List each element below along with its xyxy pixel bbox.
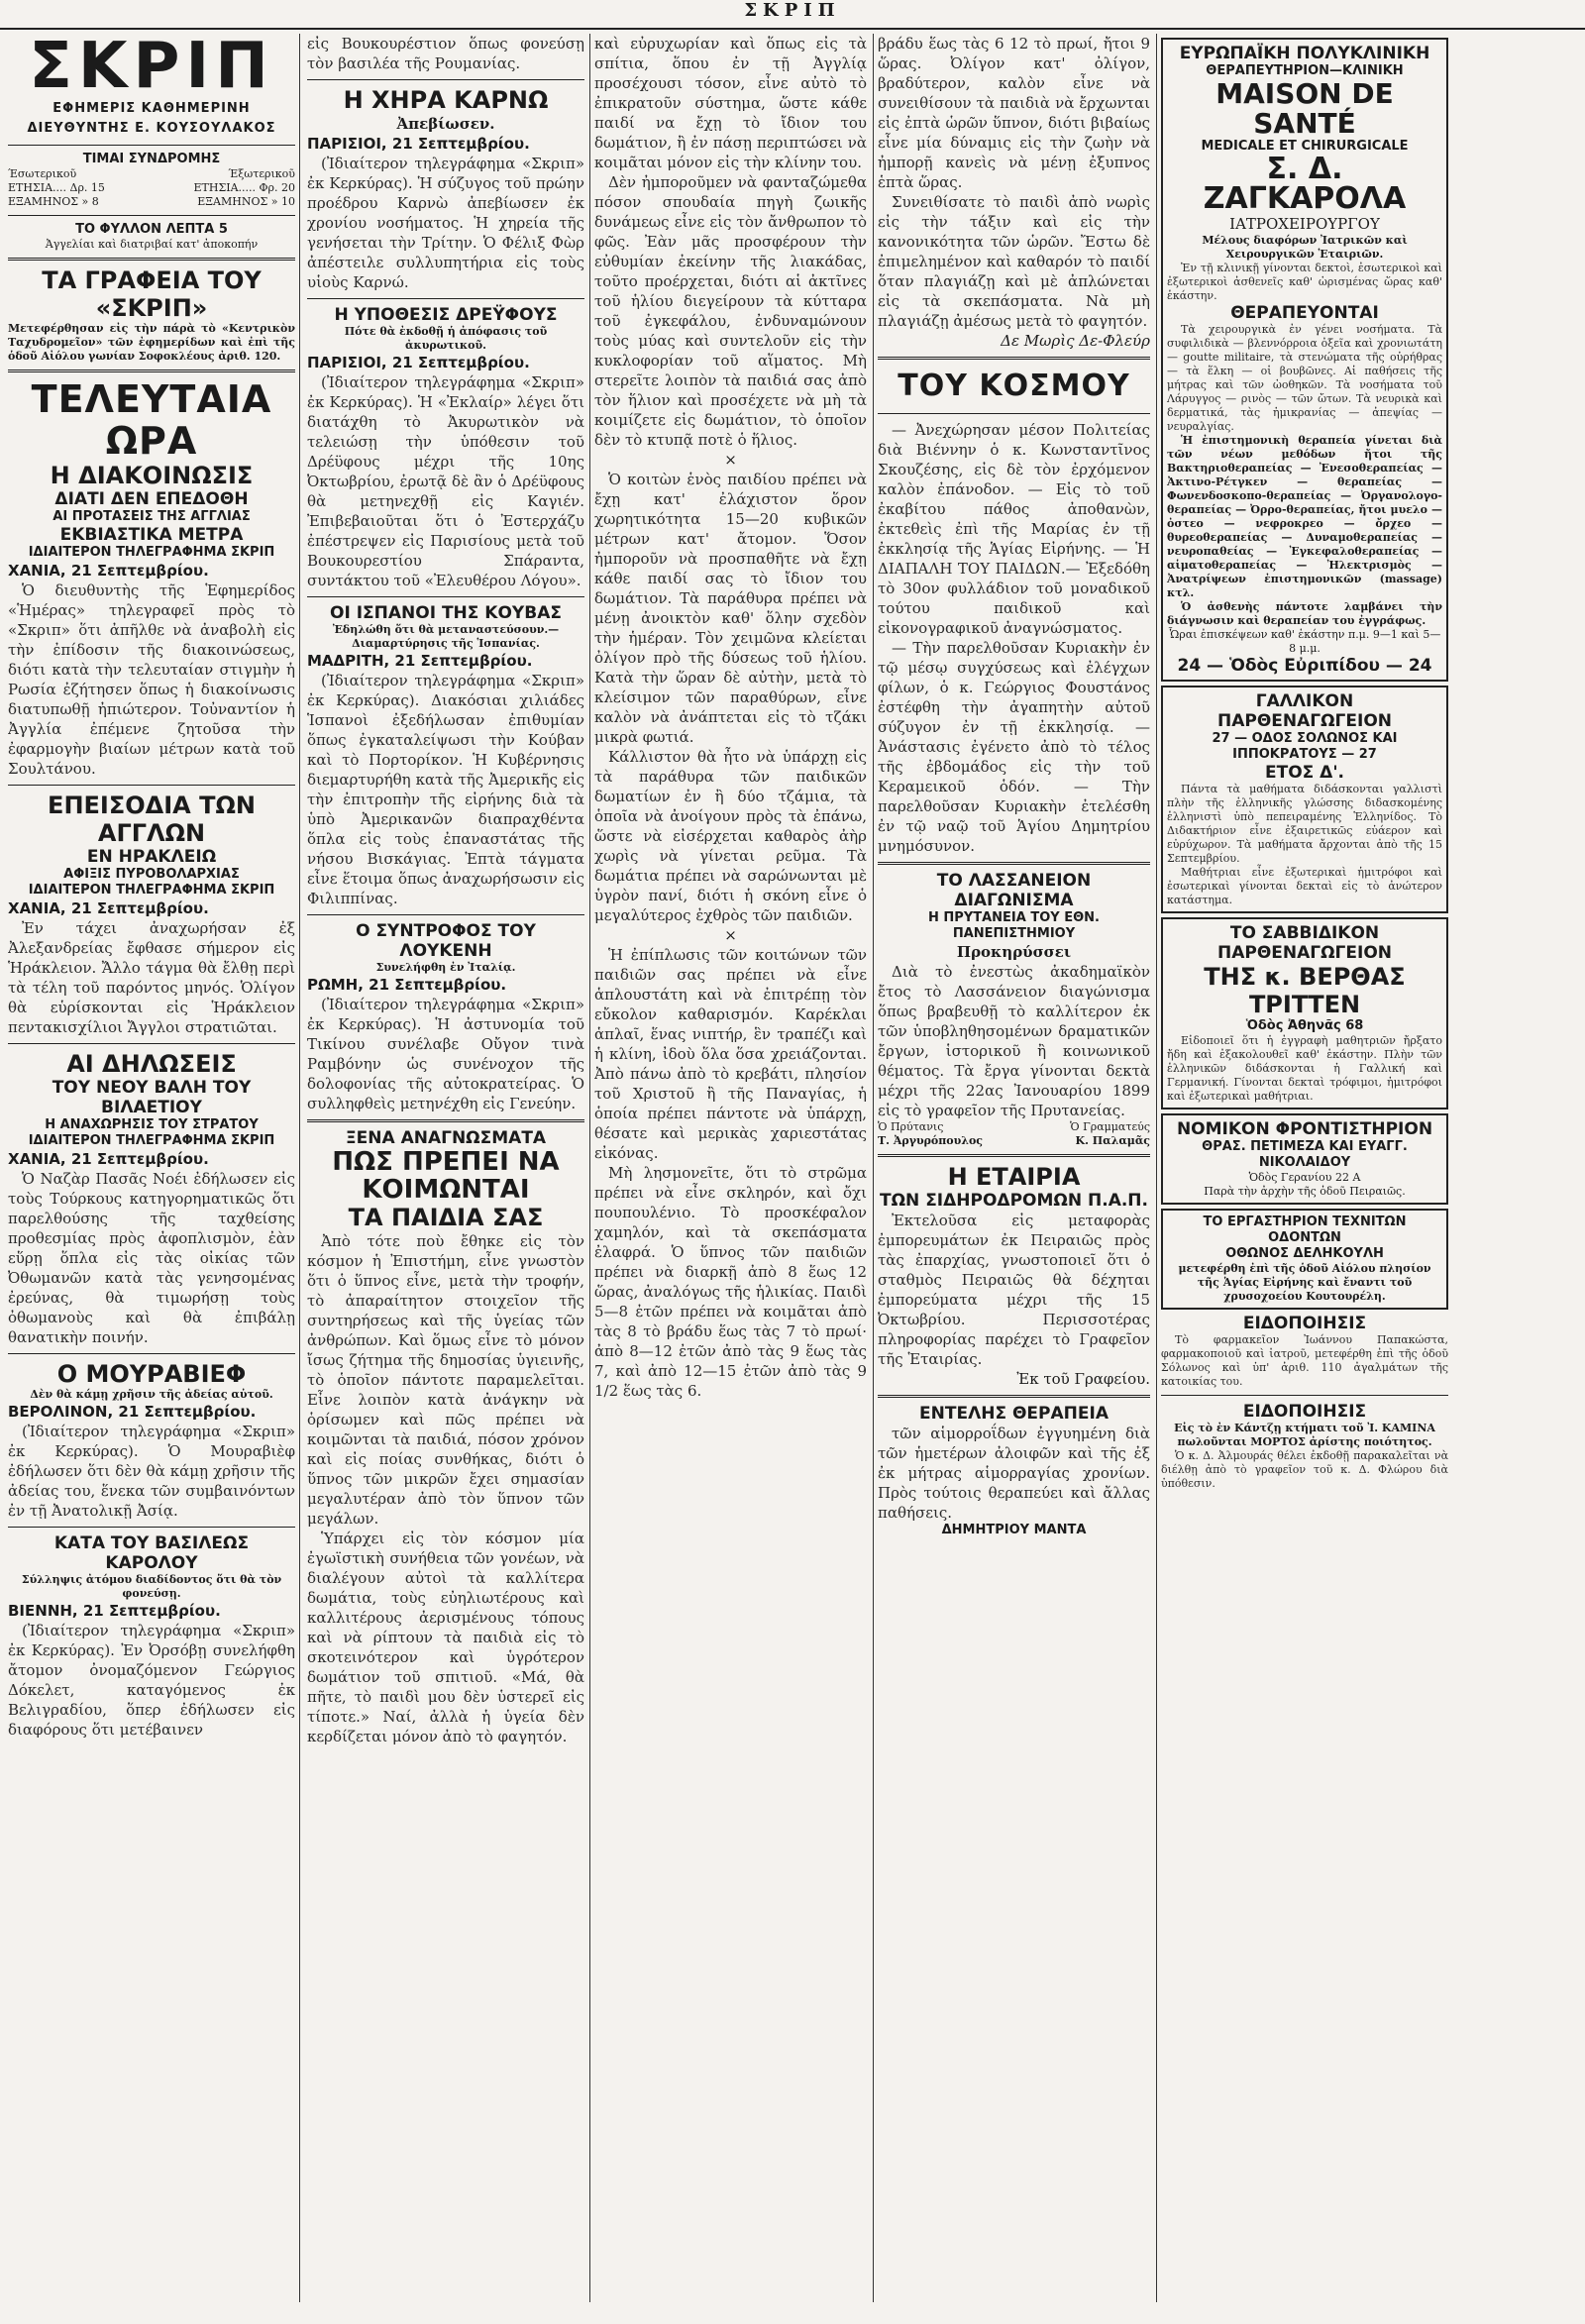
savvidis-subheading: ΤΗΣ κ. ΒΕΡΘΑΣ ΤΡΙΤΤΕΝ (1204, 963, 1406, 1018)
diak-heading: Η ΔΙΑΚΟΙΝΩΣΙΣ (50, 462, 254, 489)
dentists-heading: ΤΟ ΕΡΓΑΣΤΗΡΙΟΝ ΤΕΧΝΙΤΩΝ ΟΔΟΝΤΩΝ (1203, 1215, 1407, 1245)
notice-body: Εἰς τὸ ἐν Κάντζῃ κτήματι τοῦ Ἰ. ΚΑΜΙΝΑ πωλοῦνται ΜΟΡΤΟΣ ἀρίστης ποιότητος. (1174, 1422, 1435, 1448)
mouravieff-heading: Ο ΜΟΥΡΑΒΙΕΦ (56, 1360, 247, 1388)
ammunition-heading: ΑΦΙΞΙΣ ΠΥΡΟΒΟΛΑΡΧΙΑΣ (63, 867, 240, 882)
subscription-semi (8, 195, 295, 209)
railways-heading: ΤΩΝ ΣΙΔΗΡΟΔΡΟΜΩΝ Π.Α.Π. (880, 1191, 1148, 1211)
polyclinic-heading: ΕΥΡΩΠΑΪΚΗ ΠΟΛΥΚΛΙΝΙΚΗ (1179, 44, 1430, 63)
article-body: (Ἰδιαίτερον τηλεγράφημα «Σκριπ» ἐκ Κερκύρας). Ἐν Ὀρσόβῃ συνελήφθη ἄτομον ὀνομαζόμενον Γεώργιος Δόκελετ, καταγόμενος ἐκ Βελιγραδίου, ὅπερ ἐδήλωσεν εἰς διαφόρους ὅτι μετέβαινεν (8, 1622, 295, 1739)
law-address: Ὁδὸς Γερανίου 22 Α (1248, 1171, 1361, 1184)
article-body: Μὴ λησμονεῖτε, ὅτι τὸ στρῶμα πρέπει νὰ εἶνε σκληρόν, καὶ ὄχι πουπουλένιο. Τὸ προσκέφαλον χαμηλόν, καὶ τὰ σκεπάσματα ἐλαφρά. Ὁ ὕπνος τῶν παιδιῶν πρέπει νὰ διαρκῇ ἀπὸ 8 ἕως 12 ὥρας, ἀναλόγως τῆς ἡλικίας. Παιδὶ 5—8 ἐτῶν πρέπει νὰ κοιμᾶται ἀπὸ τὰς 8 τὸ βράδυ ἕως τὰς 7 τὸ πρωί· ἀπὸ 8—12 ἐτῶν ἀπὸ τὰς 9 ἕως τὰς 7, καὶ ἀπὸ 12—15 ἐτῶν ἀπὸ τὰς 9 1/2 ἕως τὰς 6. (594, 1164, 867, 1400)
law-note: Παρὰ τὴν ἀρχὴν τῆς ὁδοῦ Πειραιῶς. (1204, 1185, 1406, 1198)
masthead-director: ΔΙΕΥΘΥΝΤΗΣ Ε. ΚΟΥΣΟΥΛΑΚΟΣ (27, 121, 276, 136)
article-body: Ὁ κοιτὼν ἑνὸς παιδίου πρέπει νὰ ἔχῃ κατ' ἐλάχιστον ὅρον χωρητικότητα 15—20 κυβικῶν μέτρων κατ' ἄτομον. Ὅσον ἠμποροῦν νὰ προσπαθῆτε νὰ ἔχῃ κάθε παιδί σας τὸ ἴδιον του δωμάτιον. Τὰ παράθυρα πρέπει νὰ μένῃ ἀνοικτὸν καθ' ὅλην σχεδὸν τὴν ἡμέραν. Τὸν χειμῶνα κλείεται ὀλίγον πρὸ τῆς δύσεως τοῦ ἡλίου. Κατὰ τὴν ὥραν δὲ αὐτὴν, μετὰ τὸ κλείσιμον τῶν παραθύρων, εἶνε καλὸν νὰ ἀνάπτεται εἰς τὸ τζάκι μικρὰ φωτιά. (594, 471, 867, 746)
subscription-heading: ΤΙΜΑΙ ΣΥΝΔΡΟΜΗΣ (82, 152, 221, 166)
dateline: ΧΑΝΙΑ, 21 Σεπτεμβρίου. (8, 562, 209, 580)
army-heading: Η ΑΝΑΧΩΡΗΣΙΣ ΤΟΥ ΣΤΡΑΤΟΥ (45, 1117, 259, 1132)
doctor-title: ΙΑΤΡΟΧΕΙΡΟΥΡΓΟΥ (1229, 215, 1380, 233)
column-1 (8, 34, 295, 2302)
announces-label: Προκηρύσσει (956, 943, 1072, 961)
notice-heading: ΕΙΔΟΠΟΙΗΣΙΣ (1242, 1314, 1367, 1333)
polyclinic-subheading: ΘΕΡΑΠΕΥΤΗΡΙΟΝ—ΚΛΙΝΙΚΗ (1206, 63, 1404, 78)
notice-heading: ΕΙΔΟΠΟΙΗΣΙΣ (1242, 1402, 1367, 1422)
rector-label: Ὁ Πρύτανις (878, 1120, 944, 1133)
karolos-heading: ΚΑΤΑ ΤΟΥ ΒΑΣΙΛΕΩΣ ΚΑΡΟΛΟΥ (53, 1533, 250, 1573)
law-school-ad (1161, 1113, 1448, 1205)
article-body: Κάλλιστον θὰ ἦτο νὰ ὑπάρχῃ εἰς τὰ παράθυρα τῶν παιδικῶν δωματίων ἐν ἢ δύο τζάμια, τὰ ὁποῖα νὰ ἀνοίγουν πρὸς τὰ ἐπάνω, ὥστε νὰ εἰσέρχεται καθαρὸς ἀὴρ χωρὶς νὰ γίνεται ρεῦμα. Τὰ δωμάτια πρέπει νὰ σαρώνωνται μὲ ὑγρὸν πανί, διότι ἡ σκόνη εἶνε ὁ μεγαλύτερος ἐχθρὸς τῶν παιδιῶν. (594, 748, 867, 924)
article-body: βράδυ ἕως τὰς 6 12 τὸ πρωί, ἤτοι 9 ὥρας. Ὀλίγον κατ' ὀλίγον, βραδύτερον, καλὸν εἶνε νὰ συνειθίσουν τὰ παιδιὰ νὰ ἔρχωνται εἰς ἐπτὰ ὡρῶν ὕπνον, διότι βιβαίως εἶνε μία δύναμις εἰς τὴν ζωὴν νὰ ἠμπορῇ κανεὶς νὰ μένῃ ἐξυπνος ἑπτὰ ὥρας. (878, 35, 1150, 191)
section-mark: × (724, 451, 737, 469)
notice-body: Ὁ κ. Δ. Ἀλμουράς θέλει ἐκδοθῇ παρακαλεῖται νὰ διέλθῃ ἀπὸ τὸ γραφεῖον τοῦ κ. Δ. Φλώρου διὰ ὑπόθεσιν. (1161, 1449, 1448, 1490)
proposals-heading: ΑΙ ΠΡΟΤΑΣΕΙΣ ΤΗΣ ΑΓΓΛΙΑΣ (53, 509, 251, 524)
savvidis-address: Ὁδὸς Ἀθηνᾶς 68 (1245, 1018, 1364, 1033)
ad-body: Ὁ ἀσθενὴς πάντοτε λαμβάνει τὴν διάγνωσιν καὶ θεραπείαν του ἐγγράφως. (1167, 600, 1442, 627)
reading-heading: ΞΕΝΑ ΑΝΑΓΝΩΣΜΑΤΑ (345, 1128, 547, 1148)
signatories (878, 1120, 1150, 1134)
column-4 (878, 34, 1150, 2302)
measures-heading: ΕΚΒΙΑΣΤΙΚΑ ΜΕΤΡΑ (59, 525, 244, 545)
comrade-subheading: Συνελήφθη ἐν Ἰταλίᾳ. (375, 961, 516, 974)
offices-heading: ΤΑ ΓΡΑΦΕΙΑ ΤΟΥ «ΣΚΡΙΠ» (42, 266, 262, 322)
rector-name: Τ. Ἀργυρόπουλος (878, 1134, 984, 1147)
secretary-name: Κ. Παλαμᾶς (1075, 1134, 1150, 1147)
gallic-address: 27 — ΟΔΟΣ ΣΟΛΩΝΟΣ ΚΑΙ ΙΠΠΟΚΡΑΤΟΥΣ — 27 (1212, 731, 1398, 762)
price-line: ΤΟ ΦΥΛΛΟΝ ΛΕΠΤΑ 5 (75, 222, 228, 237)
therapy-doctor: ΔΗΜΗΤΡΙΟΥ ΜΑΝΤΑ (941, 1523, 1087, 1537)
article-body: Ὁ διευθυντὴς τῆς Ἑφημερίδος «Ἡμέρας» τηλεγραφεῖ πρὸς τὸ «Σκριπ» ὅτι ἀπῆλθε νὰ ἀναβολὴ εἰς τὴν ἐπίδοσιν τῆς διακοινώσεως, διότι κατὰ τὴν τελευταίαν στιγμὴν ἡ Ρωσία ἐζήτησεν ὅπως ἡ διακοίνωσις διατυπωθῇ ἠπιώτερον. Τοὐναντίον ἡ Ἀγγλία ἐπέμενε ζητοῦσα τὴν ἐφαρμογὴν βιαίων μέτρων κατὰ τοῦ Σουλτάνου. (8, 581, 295, 778)
column-rule (299, 34, 300, 2302)
dentists-ad (1161, 1209, 1448, 1310)
ad-body: Πάντα τὰ μαθήματα διδάσκονται γαλλιστὶ πλὴν τῆς ἑλληνικῆς γλώσσης διδασκομένης ἑλληνιστὶ ὑπὸ πεπειραμένης Ἑλληνίδος. Τὸ Διδακτήριον εἶνε ἐξαιρετικῶς εὐάερον καὶ εὐρύχωρον. Τὰ μαθήματα ἄρχονται ἀπὸ τῆς 15 Σεπτεμβρίου. (1167, 783, 1442, 865)
domestic-label: Έσωτερικοῦ (8, 167, 77, 180)
comrade-heading: Ο ΣΥΝΤΡΟΦΟΣ ΤΟΥ ΛΟΥΚΕΝΗ (356, 921, 536, 961)
dateline: ΒΙΕΝΝΗ, 21 Σεπτεμβρίου. (8, 1602, 221, 1620)
semi-domestic: ΕΞΑΜΗΝΟΣ » 8 (8, 195, 99, 208)
running-head: ΣΚΡΙΠ (0, 0, 1585, 30)
ads-line: Ἀγγελίαι καὶ διατριβαί κατ' ἀποκοπήν (45, 238, 259, 251)
savvidis-school-ad (1161, 917, 1448, 1109)
telegram-label: ΙΔΙΑΙΤΕΡΟΝ ΤΗΛΕΓΡΑΦΗΜΑ ΣΚΡΙΠ (28, 545, 275, 560)
office-signature: Ἐκ τοῦ Γραφείου. (1016, 1370, 1150, 1388)
article-signature: Δε Μωρὶς Δε-Φλεύρ (1001, 332, 1150, 350)
savvidis-heading: ΤΟ ΣΑΒΒΙΔΙΚΟΝ ΠΑΡΘΕΝΑΓΩΓΕΙΟΝ (1216, 923, 1393, 963)
law-heading: ΝΟΜΙΚΟΝ ΦΡΟΝΤΙΣΤΗΡΙΟΝ (1176, 1119, 1433, 1139)
new-mayor-heading: ΤΟΥ ΝΕΟΥ ΒΑΛΗ ΤΟΥ ΒΙΛΑΕΤΙΟΥ (52, 1078, 252, 1117)
article-body: Συνειθίσατε τὸ παιδὶ ἀπὸ νωρὶς εἰς τὴν τάξιν καὶ εἰς τὴν κανονικότητα τῶν ὡρῶν. Ἔστω δὲ ἐπιμελημένον καὶ καθαρόν τὸ παιδί ὅταν πλαγιάζῃ καὶ μὲ ἀπλώνεται εἰς τὰ σκεπάσματα. Νὰ μὴ πλαγιάζῃ ἀμέσως μετὰ τὸ φαγητόν. (878, 193, 1150, 330)
visiting-hours: Ὧραι ἐπισκέψεων καθ' ἑκάστην π.μ. 9—1 καὶ 5—8 μ.μ. (1168, 628, 1441, 655)
article-body: Ἐκτελοῦσα εἰς μεταφορὰς ἐμπορευμάτων ἐκ Πειραιῶς πρὸς τὰς ἐπαρχίας, γνωστοποιεῖ ὅτι ὁ σταθμὸς Πειραιῶς θὰ δέχηται ἐμπορεύματα μέχρι τῆς 15 Ὀκτωβρίου. Περισσοτέρας πληροφορίας παρέχει τὸ Γραφεῖον τῆς Ἑταιρίας. (878, 1212, 1150, 1368)
ad-body: Μαθήτριαι εἶνε ἐξωτερικαὶ ἡμιτρόφοι καὶ ἐσωτερικαὶ γίνονται δεκταὶ εἰς τὸ ἀνώτερον κατάστημα. (1167, 866, 1442, 906)
statements-heading: ΑΙ ΔΗΛΩΣΕΙΣ (66, 1050, 237, 1078)
telegram-label: ΙΔΙΑΙΤΕΡΟΝ ΤΗΛΕΓΡΑΦΗΜΑ ΣΚΡΙΠ (28, 1133, 275, 1148)
treated-heading: ΘΕΡΑΠΕΥΟΝΤΑΙ (1230, 303, 1379, 323)
article-body: Ἡ ἐπίπλωσις τῶν κοιτώνων τῶν παιδιῶν σας πρέπει νὰ εἶνε ἁπλουστάτη καὶ νὰ ἐπιτρέπῃ τὸν εὔκολον καθαρισμόν. Καρέκλαι ἁπλαῖ, ἕνας νιπτήρ, ἓν τραπέζι καὶ ἡ κλίνη, ἰδοὺ ὅλα ὅσα χρειάζονται. Ἀπὸ πάνω ἀπὸ τὸ κρεβάτι, πλησίον τοῦ Χριστοῦ ἢ τῆς Παναγίας, ἡ ὁποία πρέπει πάντοτε νὰ ὑπάρχῃ, θέσατε καὶ μερικὰς χαριεστάτας εἰκόνας. (594, 946, 867, 1162)
telegram-label: ΙΔΙΑΙΤΕΡΟΝ ΤΗΛΕΓΡΑΦΗΜΑ ΣΚΡΙΠ (28, 883, 275, 898)
article-body: Δὲν ἠμποροῦμεν νὰ φανταζώμεθα πόσον σπουδαία πηγὴ ζωικῆς δυνάμεως εἶνε εἰς τὸν ἄνθρωπον τὸ φῶς. Ἐὰν μᾶς προσφέρουν τὴν εὐθυμίαν ἐκείνην τῆς λιακάδας, τοῦτο προέρχεται, διότι αἱ ἀκτῖνες τοῦ ἡλίου διεγείρουν τὰ κύτταρα τοῦ ἐγκεφάλου, ἐνδυναμώνουν τοὺς μύας καὶ συντελοῦν εἰς τὴν κυκλοφορίαν τοῦ αἵματος. Μὴ στερεῖτε λοιπὸν τὰ παιδιά σας ἀπὸ τὸν ἥλιον καὶ προσέχετε νὰ μὴ τὰ κοιμίζετε εἰς δωμάτιον, τὸ ὁποῖον δὲν τὸ κτυπᾷ ποτὲ ὁ ἥλιος. (594, 173, 867, 449)
dreyfus-subheading: Πότε θὰ ἐκδοθῇ ἡ ἀπόφασις τοῦ ἀκυρωτικοῦ. (344, 325, 548, 352)
section-mark: × (724, 926, 737, 944)
maison-heading: MAISON DE SANTÉ (1215, 77, 1394, 140)
subscription-columns (8, 167, 295, 181)
ad-body: Ἡ ἐπιστημονικὴ θεραπεία γίνεται διὰ τῶν νέων μεθόδων ἤτοι τῆς Βακτηριοθεραπείας — Ἐνεσοθεραπείας — Ἀκτινο-Ρέτγκεν — θεραπείας — Φωνενδοσκοπο-θεραπείας — Ὀργανολογο-θεραπείας — Ὀρρο-θεραπείας, ἤτοι μυελο — ὀστεο — νεφροκρεο — ὄρχεο — θυρεοθεραπείας — Δυναμοθεραπείας — νευροπαθείας — Ἐγκεφαλοθεραπείας — αἱματοθεραπείας — Ἠλεκτρισμὸς — Ἀνατρίψεων ἐπιστημονικῶν (massage) κτλ. (1167, 434, 1442, 599)
gallic-heading: ΓΑΛΛΙΚΟΝ ΠΑΡΘΕΝΑΓΩΓΕΙΟΝ (1216, 691, 1393, 731)
law-names: ΘΡΑΣ. ΠΕΤΙΜΕΖΑ ΚΑΙ ΕΥΑΓΓ. ΝΙΚΟΛΑΙΔΟΥ (1202, 1139, 1408, 1170)
column-rule (589, 34, 590, 2302)
incidents-heading: ΕΠΕΙΣΟΔΙΑ ΤΩΝ ΑΓΓΛΩΝ (48, 792, 256, 847)
gallic-year: ΕΤΟΣ Δ'. (1264, 763, 1344, 783)
article-body: καὶ εὐρυχωρίαν καὶ ὅπως εἰς τὰ σπίτια, ὅπου ἐν τῇ Ἀγγλίᾳ προσέχουσι τόσον, εἶνε αὐτὸ τὸ ἐπικρατοῦν σύστημα, ὥστε κάθε παιδί να ἔχῃ τὸ ἴδιον του δωμάτιον, ἢ ἐν πάσῃ περιπτώσει νὰ κοιμᾶται μόνον εἰς τὴν κλίνην του. (594, 35, 867, 171)
contest-heading: ΤΟ ΛΑΣΣΑΝΕΙΟΝ ΔΙΑΓΩΝΙΣΜΑ (936, 871, 1092, 910)
dateline: ΠΑΡΙΣΙΟΙ, 21 Σεπτεμβρίου. (307, 135, 530, 153)
dreyfus-heading: Η ΥΠΟΘΕΣΙΣ ΔΡΕΫΦΟΥΣ (334, 305, 558, 325)
article-body: τῶν αἱμορροΐδων ἐγγυημένη διὰ τῶν ἡμετέρων ἀλοιφῶν καὶ τῆς ἐξ ἐκ μήτρας αἱμορραγίας χρονίων. Πρὸς τούτοις θεραπεύει καὶ ἄλλας παθήσεις. (878, 1425, 1150, 1522)
why-heading: ΔΙΑΤΙ ΔΕΝ ΕΠΕΔΟΘΗ (54, 489, 249, 509)
company-heading: Η ΕΤΑΙΡΙΑ (947, 1163, 1081, 1191)
article-body: (Ἰδιαίτερον τηλεγράφημα «Σκριπ» ἐκ Κερκύρας). Ἡ σύζυγος τοῦ πρώην προέδρου Καρνὼ ἀπεβίωσεν ἐκ χρονίου νοσήματος. Ἡ χηρεία τῆς γενήσεται τὴν Τρίτην. Ὁ Φέλιξ Φὼρ ἀπέστειλε συλλυπητήρια εἰς τοὺς υἱοὺς Καρνώ. (307, 155, 584, 291)
dateline: ΡΩΜΗ, 21 Σεπτεμβρίου. (307, 976, 507, 994)
annual-foreign: ΕΤΗΣΙΑ..... Φρ. 20 (193, 181, 295, 194)
dateline: ΧΑΝΙΑ, 21 Σεπτεμβρίου. (8, 899, 209, 917)
semi-foreign: ΕΞΑΜΗΝΟΣ » 10 (197, 195, 295, 208)
article-continuation: εἰς Βουκουρέστιον ὅπως φονεύσῃ τὸν βασιλέα τῆς Ρουμανίας. (307, 35, 584, 72)
ad-body: Ἐν τῇ κλινικῇ γίνονται δεκτοὶ, ἐσωτερικοὶ καὶ ἐξωτερικοὶ ἀσθενεῖς καθ' ὡρισμένας ὥρας καθ' ἑκάστην. (1167, 262, 1442, 302)
spaniards-heading: ΟΙ ΙΣΠΑΝΟΙ ΤΗΣ ΚΟΥΒΑΣ (330, 603, 562, 623)
gallic-school-ad (1161, 686, 1448, 913)
widow-subheading: Ἀπεβίωσεν. (396, 115, 495, 133)
children-heading: ΤΑ ΠΑΙΔΙΑ ΣΑΣ (348, 1204, 544, 1231)
notice-body: Τὸ φαρμακεῖον Ἰωάννου Παπακώστα, φαρμακοποιοῦ καὶ ἰατροῦ, μετεφέρθη ἐπὶ τῆς ὁδοῦ Σόλωνος καὶ ὑπ' ἀριθ. 110 ἀγαλμάτων τῆς κατοικίας του. (1161, 1333, 1448, 1388)
article-body: Ἐν τάχει ἀναχωρήσαν ἐξ Ἀλεξανδρείας ἔφθασε σήμερον εἰς Ἡράκλειον. Ἄλλο τάγμα θὰ ἔλθῃ περὶ τὰ τέλη τοῦ παρόντος μηνός. Ὁλίγον θὰ εὑρίσκονται εἰς Ἡράκλειον πεντακισχίλιοι Ἄγγλοι στρατιῶται. (8, 919, 295, 1036)
therapy-heading: ΕΝΤΕΛΗΣ ΘΕΡΑΠΕΙΑ (919, 1404, 1109, 1424)
spaniards-subheading: Ἐδηλώθη ὅτι θὰ μεταναστεύσουν.—Διαμαρτύρησις τῆς Ἱσπανίας. (332, 623, 560, 650)
article-body: (Ἰδιαίτερον τηλεγράφημα «Σκριπ» ἐκ Κερκύρας). Διακόσιαι χιλιάδες Ἱσπανοὶ ἐξεδήλωσαν ἐπιθυμίαν ὅπως ἐγκαταλείψωσι τὴν Κούβαν καὶ τὸ Πορτορίκον. Ἡ Κυβέρνησις διεμαρτυρήθη κατὰ τῆς Ἀμερικῆς εἰς τὴν ἐπιτροπὴν τῆς εἰρήνης διὰ τὰ ὑπὸ Ἀμερικανῶν διαπραχθέντα ὅπλα εἰς τοὺς ἐπαναστάτας τῆς νήσου Βισκάγιας. Ἑπτὰ τάγματα εἶνε ἕτοιμα ὅπως ἀναχωρήσωσιν εἰς Φιλιππίνας. (307, 672, 584, 907)
article-body: Ὑπάρχει εἰς τὸν κόσμον μία ἐγωϊστικὴ συνήθεια τῶν γονέων, νὰ διαλέγουν αὐτοὶ τὰ καλλίτερα δωμάτια, τοὺς εὐηλιωτέρους καὶ καλλιτέρους ἀερισμένους τόπους καὶ νὰ ρίπτουν τὰ παιδιὰ εἰς τὸ σκοτεινότερον καὶ ὑγρότερον δωμάτιον τοῦ σπιτιοῦ. «Μά, θὰ πῆτε, τὸ παιδὶ μου δὲν ὑστερεῖ εἰς τίποτε.» Ναί, ἀλλὰ ἡ ὑγεία δὲν κερδίζεται μόνον ἀπὸ τὸ φαγητόν. (307, 1530, 584, 1745)
article-body: (Ἰδιαίτερον τηλεγράφημα «Σκριπ» ἐκ Κερκύρας). Ἡ «Ἐκλαίρ» λέγει ὅτι διατάχθη τὸ Ἀκυρωτικὸν νὰ τελειώσῃ τὴν ὑπόθεσιν τοῦ Δρέϋφους μέχρι τῆς 10ης Ὀκτωβρίου, ἐρωτᾷ δὲ ἂν ὁ Δρέϋφους θὰ μετηνεχθῇ εἰς Καγιέν. Ἐπιβεβαιοῦται ὅτι ὁ Ἐστερχάζυ ἐπέστρεψεν εἰς Παρισίους μετὰ τοῦ Βουκουρεστίου Σπάραντα, συντάκτου τοῦ «Ἐλευθέρου Λόγου». (307, 373, 584, 589)
doctor-name: Σ. Δ. ΖΑΓΚΑΡΟΛΑ (1203, 152, 1407, 216)
widow-heading: Η ΧΗΡΑ ΚΑΡΝΩ (343, 86, 549, 114)
heraklion-heading: ΕΝ ΗΡΑΚΛΕΙΩ (86, 847, 217, 867)
offices-text: Μετεφέρθησαν εἰς τὴν πάρὰ τὸ «Κεντρικὸν Ταχυδρομεῖον» τῶν ἐφημερίδων καὶ ἐπὶ τῆς ὁδοῦ Αἰόλου γωνίαν Σοφοκλέους ἀριθ. 120. (8, 322, 295, 363)
article-body: Ὁ Ναζὰρ Πασᾶς Νοέι ἐδήλωσεν εἰς τοὺς Τούρκους κατηγορηματικῶς ὅτι παρελθούσης τῆς ταχθείσης προθεσμίας πρὸς ἀφοπλισμὸν, ἐὰν εὕρῃ ὅπλα εἰς τὰς οἰκίας τῶν Ὀθωμανῶν κατὰ τὰς γενησομένας ἐρεύνας, θὰ τιμωρήσῃ τοὺς ὀθωμανοὺς καὶ θὰ ἐπιβάλῃ θανατικὴν ποινήν. (8, 1170, 295, 1346)
column-rule (1156, 34, 1157, 2302)
column-2 (307, 34, 584, 2302)
article-body: Διὰ τὸ ἐνεστὼς ἀκαδημαϊκὸν ἔτος τὸ Λασσάνειον διαγώνισμα ὅπως βραβευθῇ τὸ καλλίτερον ἐκ τῶν ὑποβληθησομένων δραματικῶν ἔργων, ἱστορικοῦ ἢ κοινωνικοῦ θέματος. Τὰ ἔργα γίνονται δεκτὰ μέχρι τῆς 22ας Ἰανουαρίου 1899 εἰς τὸ γραφεῖον τῆς Πρυτανείας. (878, 963, 1150, 1119)
article-body: — Τὴν παρελθοῦσαν Κυριακὴν ἐν τῷ μέσῳ συγχύσεως καὶ ἐλέγχων φίλων, ὁ κ. Γεώργιος Φουστάνος ἐστέφθη τὴν ἀγαπητὴν αὐτοῦ σύζυγον ἐν τῇ ἐκκλησίᾳ. — Ἀνάστασις ἐγένετο ἀπὸ τὸ τέλος τῆς ἐβδομάδος εἰς τὴν τοῦ Κεραμεικοῦ ὁδόν. — Τὴν παρελθοῦσαν Κυριακὴν ἐτελέσθη ἐν τῷ ναῷ τοῦ Ἁγίου Δημητρίου μνημόσυνον. (878, 639, 1150, 855)
karolos-subheading: Σύλληψις ἀτόμου διαδίδοντος ὅτι θὰ τὸν φονεύσῃ. (21, 1573, 282, 1600)
column-rule (873, 34, 874, 2302)
last-hour-heading: ΤΕΛΕΥΤΑΙΑ ΩΡΑ (31, 377, 272, 463)
sleep-heading: ΠΩΣ ΠΡΕΠΕΙ ΝΑ ΚΟΙΜΩΝΤΑΙ (332, 1147, 560, 1205)
signatory-names (878, 1134, 1150, 1148)
ad-body: μετεφέρθη ἐπὶ τῆς ὁδοῦ Αἰόλου πλησίον τῆς Ἁγίας Εἰρήνης καὶ ἔναντι τοῦ χρυσοχοείου Κουτουρέλη. (1178, 1262, 1431, 1303)
article-body: (Ἰδιαίτερον τηλεγράφημα «Σκριπ» ἐκ Κερκύρας). Ὁ Μουραβιὲφ ἐδήλωσεν ὅτι δὲν θὰ κάμῃ χρῆσιν τῆς ἀδείας του, ἕνεκα τῶν συμβαινόντων ἐν τῇ Ἀνατολικῇ Ἀσίᾳ. (8, 1423, 295, 1520)
street-address: 24 — Ὁδὸς Εὐριπίδου — 24 (1177, 656, 1432, 676)
dateline: ΧΑΝΙΑ, 21 Σεπτεμβρίου. (8, 1150, 209, 1168)
dentists-subheading: ΟΘΩΝΟΣ ΔΕΛΗΚΟΥΛΗ (1225, 1246, 1384, 1261)
world-heading: ΤΟΥ ΚΟΣΜΟΥ (898, 369, 1130, 403)
masthead-title: ΣΚΡΙΠ (29, 34, 274, 103)
annual-domestic: ΕΤΗΣΙΑ.... Δρ. 15 (8, 181, 105, 194)
dateline: ΒΕΡΟΛΙΝΟΝ, 21 Σεπτεμβρίου. (8, 1403, 257, 1421)
ad-body: Τὰ χειρουργικὰ ἐν γένει νοσήματα. Τὰ συφιλιδικὰ — βλεννόρροια ὀξεῖα καὶ χρονιωτάτη — goutte militaire, τὰ στενώματα τῆς οὐρήθρας — τὰ ἕλκη — οἱ βουβῶνες. Αἱ παθήσεις τῆς μήτρας καὶ τῶν ὠοθηκῶν. Τὰ νοσήματα τοῦ Λάρυγγος — ρινὸς — τῶν ὤτων. Τὰ νευρικὰ καὶ δερματικά, τὰς ἡμικρανίας — ἀπεψίας — νευραλγίας. (1167, 323, 1442, 433)
ad-body: Εἰδοποιεῖ ὅτι ἡ ἐγγραφὴ μαθητριῶν ἤρξατο ἤδη καὶ ἐξακολουθεῖ καθ' ἑκάστην. Πλὴν τῶν ἑλληνικῶν διδάσκονται ἡ Γαλλική καὶ Γερμανική. Γίνονται δεκταὶ τρόφιμοι, ἡμιτρόφοι καὶ ἐξωτερικαὶ μαθήτριαι. (1167, 1034, 1442, 1103)
mouravieff-subheading: Δὲν θὰ κάμῃ χρῆσιν τῆς ἀδείας αὐτοῦ. (30, 1388, 273, 1401)
column-5 (1161, 34, 1448, 2302)
doctor-members: Μέλους διαφόρων Ἰατρικῶν καὶ Χειρουργικῶν Ἑταιριῶν. (1202, 234, 1408, 261)
foreign-label: Έξωτερικοῦ (228, 167, 295, 180)
subscription-annual (8, 181, 295, 195)
article-body: (Ἰδιαίτερον τηλεγράφημα «Σκριπ» ἐκ Κερκύρας). Ἡ ἀστυνομία τοῦ Τικίνου συνέλαβε Οὔγον τινὰ Ραμβόνην ὡς συνένοχον τῆς δολοφονίας τῆς αὐτοκρατείρας. Ὁ συλληφθεὶς μετηνέχθη εἰς Γενεύην. (307, 996, 584, 1112)
senate-heading: Η ΠΡΥΤΑΝΕΙΑ ΤΟΥ ΕΘΝ. ΠΑΝΕΠΙΣΤΗΜΙΟΥ (928, 910, 1100, 941)
medicale-heading: MEDICALE ET CHIRURGICALE (1201, 139, 1409, 154)
dateline: ΜΑΔΡΙΤΗ, 21 Σεπτεμβρίου. (307, 652, 533, 670)
article-body: Ἀπὸ τότε ποὺ ἔθηκε εἰς τὸν κόσμον ἡ Ἐπιστήμη, εἶνε γνωστὸν ὅτι ὁ ὕπνος εἶνε, μετὰ τὴν τροφήν, τὸ ἀπαραίτητον στοιχεῖον τῆς συντηρήσεως καὶ τῆς ὑγείας τῶν ἀνθρώπων. Καὶ ὅμως εἶνε τὸ μόνον ἴσως ζήτημα τῆς δημοσίας ὑγιεινῆς, τὸ ὁποῖον πάντοτε παραμελεῖται. Εἶνε λοιπὸν κατὰ ἀνάγκην νὰ ὁρίσωμεν καὶ πῶς πρέπει νὰ κοιμῶνται τὰ παιδιά, πόσον χρόνον καὶ εἰς ποίας συνθήκας, διότι ὁ ὕπνος τῶν μικρῶν ἔχει σημασίαν μεγαλυτέραν ἀπὸ τὸν ὕπνον τῶν μεγάλων. (307, 1232, 584, 1528)
secretary-label: Ὁ Γραμματεύς (1070, 1120, 1150, 1133)
masthead-subtitle: ΕΦΗΜΕΡΙΣ ΚΑΘΗΜΕΡΙΝΗ (53, 101, 251, 116)
column-3 (594, 34, 867, 2302)
article-body: — Ἀνεχώρησαν μέσον Πολιτείας διὰ Βιέννην ὁ κ. Κωνσταντῖνος Σκουζέσης, εἰς δὲ τὸν ἐρχόμενον καλὸν ἐπάνοδον. — Εἰς τὸ τοῦ ἐκαβίτου πάθος ἀποθανὼν, ἐκτεθεὶς ἐπὶ τῆς Μαρίας ἐν τῇ ἐκκλησίᾳ τῆς Ἁγίας Εἰρήνης. — Ἡ ΔΙΑΠΑΛΗ ΤΟΥ ΠΑΙΔΩΝ.— Ἐξεδόθη τὸ 30ον φυλλάδιον τοῦ μοναδικοῦ τούτου παιδικοῦ καὶ εἰκονογραφικοῦ ἀναγνώσματος. (878, 421, 1150, 637)
polyclinic-ad (1161, 38, 1448, 682)
dateline: ΠΑΡΙΣΙΟΙ, 21 Σεπτεμβρίου. (307, 354, 530, 371)
